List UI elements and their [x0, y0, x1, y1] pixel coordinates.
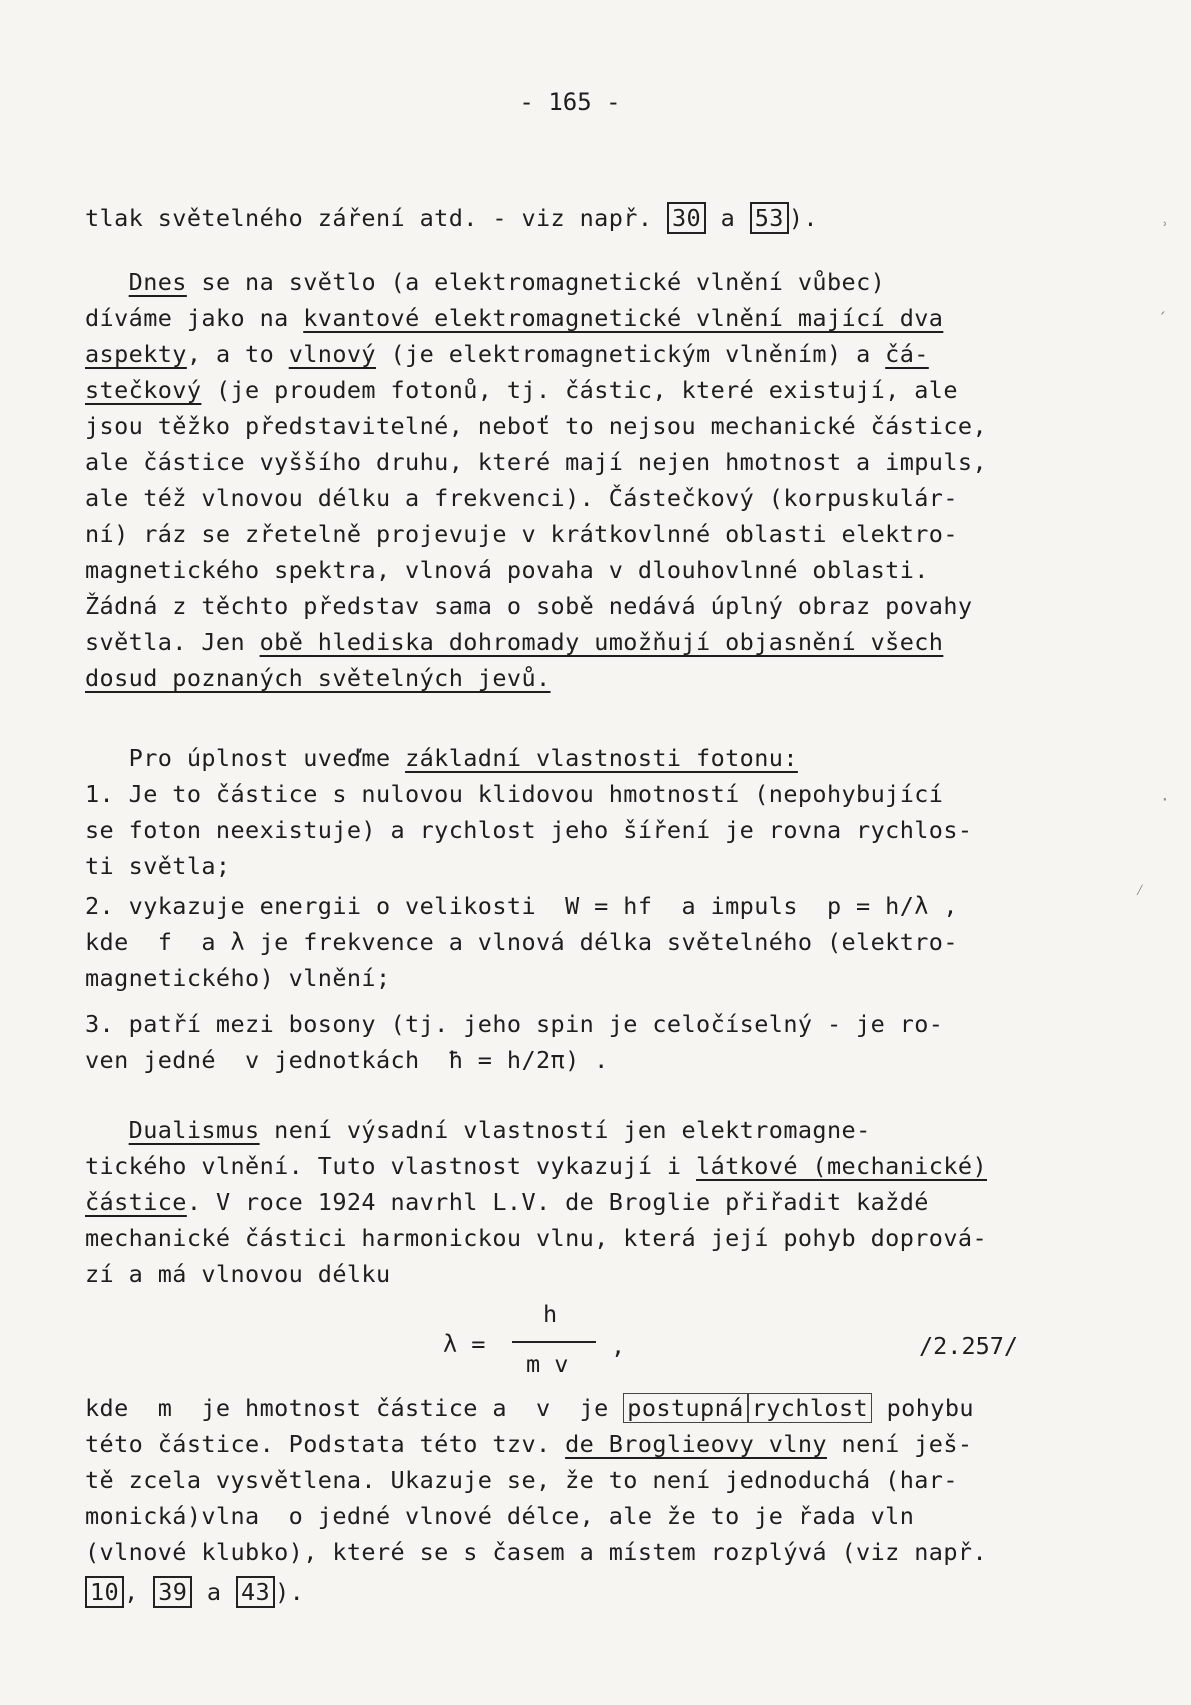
list-item-1-cont: ti světla;	[85, 852, 231, 880]
paragraph-2-line	[85, 336, 929, 372]
paragraph-2-line: magnetického spektra, vlnová povaha v dlouhovlnné oblasti.	[85, 556, 929, 584]
underlined-term: stečkový	[85, 376, 202, 404]
underlined-term: de Broglieovy vlny	[565, 1430, 827, 1458]
text: , a to	[186, 340, 289, 368]
paragraph-2-line	[85, 372, 958, 408]
text: (je proudem fotonů, tj. částic, které existují, ale	[201, 376, 958, 404]
indent	[85, 268, 129, 296]
paragraph-2-line	[85, 300, 943, 336]
text: světla. Jen	[85, 628, 260, 656]
paragraph-4-line	[85, 1184, 929, 1220]
text: tického vlnění. Tuto vlastnost vykazují i	[85, 1152, 697, 1180]
paragraph-5-line: tě zcela vysvětlena. Ukazuje se, že to není jednoduchá (har-	[85, 1466, 958, 1494]
paragraph-4-line	[85, 1148, 987, 1184]
scan-speck: ˒	[1160, 215, 1170, 234]
boxed-word: rychlost	[748, 1393, 872, 1423]
equation-number: /2.257/	[919, 1332, 1019, 1360]
formula-denominator: m v	[526, 1350, 569, 1378]
paragraph-1-line	[85, 200, 818, 236]
text: kde m je hmotnost částice a v je	[85, 1394, 624, 1422]
citation-ref: 10	[85, 1576, 124, 1608]
underlined-term: obě hlediska dohromady umožňují objasnění všech	[259, 628, 944, 656]
paragraph-2-line: ní) ráz se zřetelně projevuje v krátkovlnné oblasti elektro-	[85, 520, 958, 548]
paragraph-4-line: mechanické částici harmonickou vlnu, která její pohyb doprová-	[85, 1224, 987, 1252]
paragraph-2-line: ale částice vyššího druhu, které mají nejen hmotnost a impuls,	[85, 448, 987, 476]
fraction-bar	[512, 1341, 596, 1343]
text: se na světlo (a elektromagnetické vlnění vůbec)	[186, 268, 886, 296]
underlined-term: vlnový	[288, 340, 376, 368]
paragraph-5-line: (vlnové klubko), které se s časem a místem rozplývá (viz např.	[85, 1538, 987, 1566]
list-item-3: 3. patří mezi bosony (tj. jeho spin je celočíselný - je ro-	[85, 1010, 944, 1038]
text: této částice. Podstata této tzv.	[85, 1430, 566, 1458]
underlined-term: látkové (mechanické)	[696, 1152, 987, 1180]
list-item-2: 2. vykazuje energii o velikosti W = hf a impuls p = h/λ ,	[85, 892, 958, 920]
boxed-word: postupná	[623, 1393, 747, 1423]
underlined-term: dosud poznaných světelných jevů.	[85, 664, 551, 692]
paragraph-3-line	[85, 740, 798, 776]
citation-ref: 39	[153, 1576, 192, 1608]
page-number: - 165 -	[519, 88, 621, 116]
text: (je elektromagnetickým vlněním) a	[375, 340, 886, 368]
text: není ješ-	[826, 1430, 973, 1458]
paragraph-4-line: zí a má vlnovou délku	[85, 1260, 391, 1288]
paragraph-2-line: ale též vlnovou délku a frekvenci). Částečkový (korpuskulár-	[85, 484, 958, 512]
list-item-1-cont: se foton neexistuje) a rychlost jeho šíření je rovna rychlos-	[85, 816, 973, 844]
underlined-term: kvantové elektromagnetické vlnění mající dva	[303, 304, 944, 332]
text: . V roce 1924 navrhl L.V. de Broglie přiřadit každé	[186, 1188, 929, 1216]
list-item-1: 1. Je to částice s nulovou klidovou hmotností (nepohybující	[85, 780, 944, 808]
citation-ref: 43	[236, 1576, 275, 1608]
text: není výsadní vlastností jen elektromagne-	[259, 1116, 871, 1144]
scan-speck: ·	[1160, 790, 1170, 809]
underlined-term: základní vlastnosti fotonu:	[405, 744, 798, 772]
text: ).	[788, 204, 818, 232]
citation-ref: 30	[667, 202, 706, 234]
underlined-term: Dualismus	[128, 1116, 260, 1144]
underlined-term: částice	[85, 1188, 187, 1216]
formula-comma: ,	[611, 1332, 626, 1360]
paragraph-5-line: monická)vlna o jedné vlnové délce, ale že to je řada vln	[85, 1502, 915, 1530]
paragraph-5-line	[85, 1426, 972, 1462]
citation-ref: 53	[750, 202, 789, 234]
indent	[85, 1116, 129, 1144]
text: pohybu	[872, 1394, 974, 1422]
paragraph-5-line	[85, 1574, 304, 1610]
text: díváme jako na	[85, 304, 304, 332]
underlined-term: aspekty	[85, 340, 187, 368]
text: ,	[124, 1578, 154, 1606]
list-item-3-cont: ven jedné v jednotkách ħ = h/2π) .	[85, 1046, 609, 1074]
paragraph-2-line	[85, 624, 943, 660]
paragraph-2-line: Žádná z těchto představ sama o sobě nedává úplný obraz povahy	[85, 592, 973, 620]
text: a	[192, 1578, 236, 1606]
list-item-2-cont: kde f a λ je frekvence a vlnová délka světelného (elektro-	[85, 928, 958, 956]
text: tlak světelného záření atd. - viz např.	[85, 204, 667, 232]
underlined-term: čá-	[885, 340, 929, 368]
scan-speck: ˏ	[1158, 295, 1168, 314]
scan-speck: ⁄	[1135, 880, 1145, 899]
text: ).	[275, 1578, 305, 1606]
paragraph-4-line	[85, 1112, 871, 1148]
underlined-term: Dnes	[128, 268, 187, 296]
formula-numerator: h	[543, 1300, 558, 1328]
paragraph-2-line: jsou těžko představitelné, neboť to nejsou mechanické částice,	[85, 412, 987, 440]
formula-lhs: λ =	[443, 1330, 486, 1358]
list-item-2-cont: magnetického) vlnění;	[85, 964, 391, 992]
paragraph-5-line	[85, 1390, 974, 1426]
text: Pro úplnost uveďme	[85, 744, 406, 772]
paragraph-2-line	[85, 264, 885, 300]
paragraph-2-line	[85, 660, 551, 696]
text: a	[706, 204, 750, 232]
